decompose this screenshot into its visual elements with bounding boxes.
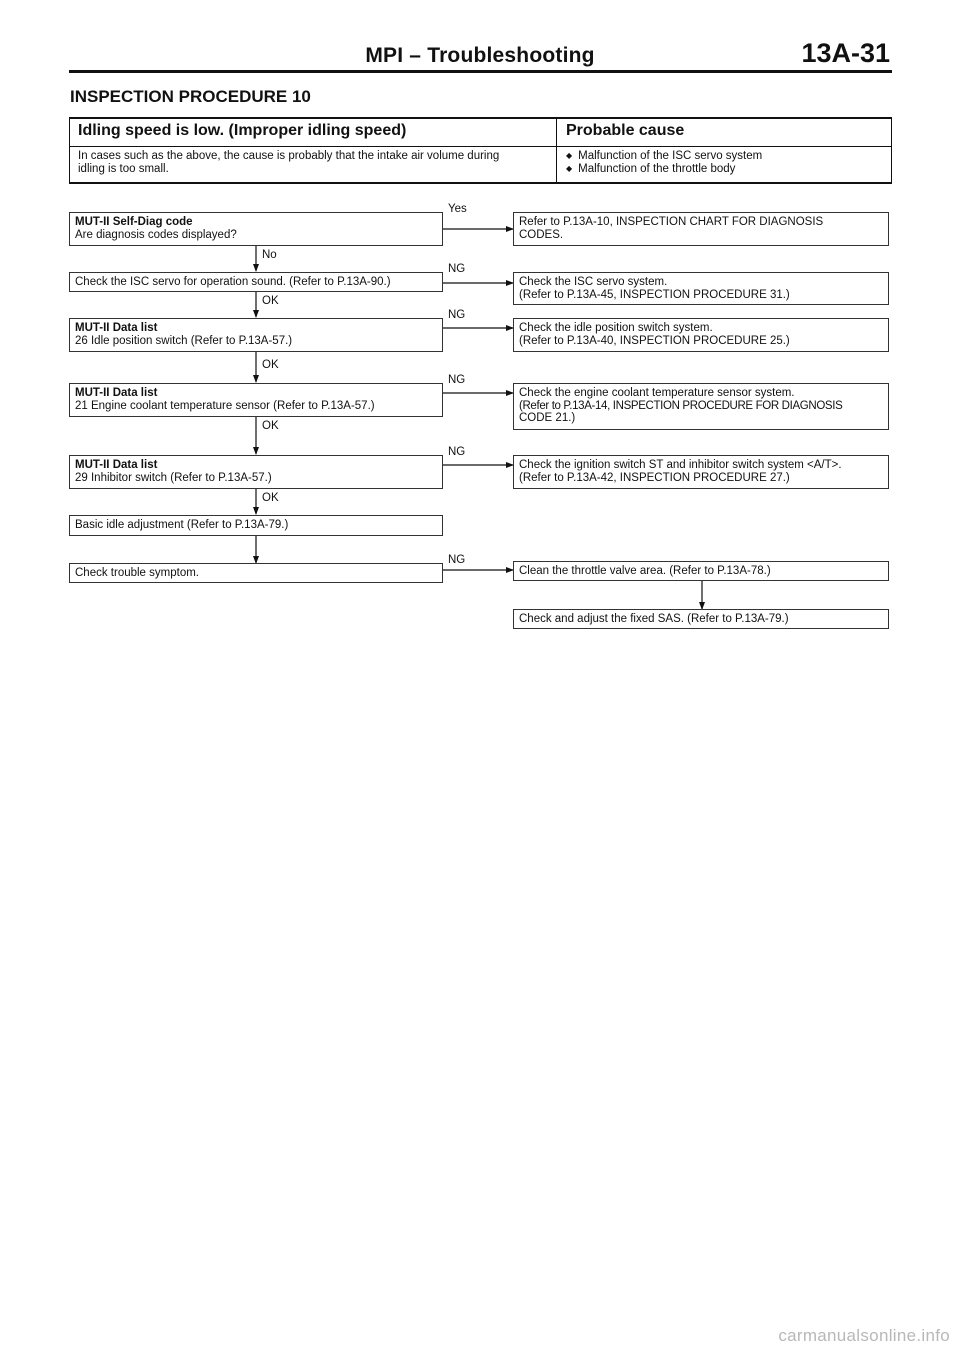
ok-label: OK xyxy=(262,359,279,371)
result-line: Check the engine coolant temperature sensor system. xyxy=(519,387,795,399)
step-check-trouble-symptom xyxy=(69,563,443,583)
description-line: idling is too small. xyxy=(78,163,169,175)
result-line: Check and adjust the fixed SAS. (Refer to P.13A-79.) xyxy=(519,613,789,625)
ng-label: NG xyxy=(448,309,466,321)
step-title: MUT-II Data list xyxy=(75,387,158,399)
result-ignition-inhibitor-switch xyxy=(513,455,889,489)
result-line: CODES. xyxy=(519,228,564,241)
ng-label: NG xyxy=(448,554,466,566)
page-number: 13A-31 xyxy=(801,38,890,68)
ng-label: NG xyxy=(448,446,466,458)
result-line: (Refer to P.13A-42, INSPECTION PROCEDURE 27.) xyxy=(519,471,790,484)
result-line: Check the ignition switch ST and inhibitor switch system <A/T>. xyxy=(519,459,842,471)
step-title: MUT-II Data list xyxy=(75,459,158,471)
step-coolant-temp-sensor xyxy=(69,383,443,417)
result-line: (Refer to P.13A-45, INSPECTION PROCEDURE 31.) xyxy=(519,288,790,301)
cause-item: ◆ Malfunction of the throttle body xyxy=(566,163,762,176)
step-text: 21 Engine coolant temperature sensor (Refer to P.13A-57.) xyxy=(75,399,375,412)
page-title: MPI – Troubleshooting xyxy=(365,44,595,67)
cause-item: ◆ Malfunction of the ISC servo system xyxy=(566,150,762,163)
step-inhibitor-switch xyxy=(69,455,443,489)
result-line: CODE 21.) xyxy=(519,412,576,424)
ng-label: NG xyxy=(448,263,466,275)
step-text: 26 Idle position switch (Refer to P.13A-57.) xyxy=(75,334,293,347)
yes-label: Yes xyxy=(448,203,467,215)
result-line: (Refer to P.13A-14, INSPECTION PROCEDURE FOR DIAGNOSIS xyxy=(519,399,843,412)
step-text: Check trouble symptom. xyxy=(75,567,199,579)
cause-header: Probable cause xyxy=(566,122,685,139)
result-idle-position-switch xyxy=(513,318,889,352)
ng-label: NG xyxy=(448,374,466,386)
step-text: Are diagnosis codes displayed? xyxy=(75,228,237,241)
ok-label: OK xyxy=(262,492,279,504)
result-line: Clean the throttle valve area. (Refer to P.13A-78.) xyxy=(519,565,771,577)
step-isc-servo-sound xyxy=(69,272,443,292)
result-line: Refer to P.13A-10, INSPECTION CHART FOR DIAGNOSIS xyxy=(519,216,824,228)
result-line: Check the idle position switch system. xyxy=(519,322,713,334)
result-coolant-temp-sensor xyxy=(513,383,889,430)
result-line: (Refer to P.13A-40, INSPECTION PROCEDURE 25.) xyxy=(519,334,790,347)
result-adjust-fixed-sas xyxy=(513,609,889,629)
step-title: MUT-II Data list xyxy=(75,322,158,334)
ok-label: OK xyxy=(262,295,279,307)
no-label: No xyxy=(262,249,277,261)
step-text: Basic idle adjustment (Refer to P.13A-79.) xyxy=(75,519,289,531)
step-text: Check the ISC servo for operation sound. (Refer to P.13A-90.) xyxy=(75,276,391,288)
watermark: carmanualsonline.info xyxy=(778,1326,950,1345)
symptom-header: Idling speed is low. (Improper idling speed) xyxy=(78,122,407,139)
result-isc-servo-system xyxy=(513,272,889,305)
step-idle-position-switch xyxy=(69,318,443,352)
ok-label: OK xyxy=(262,420,279,432)
description-line: In cases such as the above, the cause is probably that the intake air volume during xyxy=(78,150,500,162)
section-title: INSPECTION PROCEDURE 10 xyxy=(70,87,311,106)
result-clean-throttle-valve xyxy=(513,561,889,581)
result-line: Check the ISC servo system. xyxy=(519,276,668,288)
step-text: 29 Inhibitor switch (Refer to P.13A-57.) xyxy=(75,471,272,484)
step-basic-idle-adjustment xyxy=(69,515,443,536)
result-diagnosis-chart xyxy=(513,212,889,246)
step-self-diag xyxy=(69,212,443,246)
step-title: MUT-II Self-Diag code xyxy=(75,216,193,228)
